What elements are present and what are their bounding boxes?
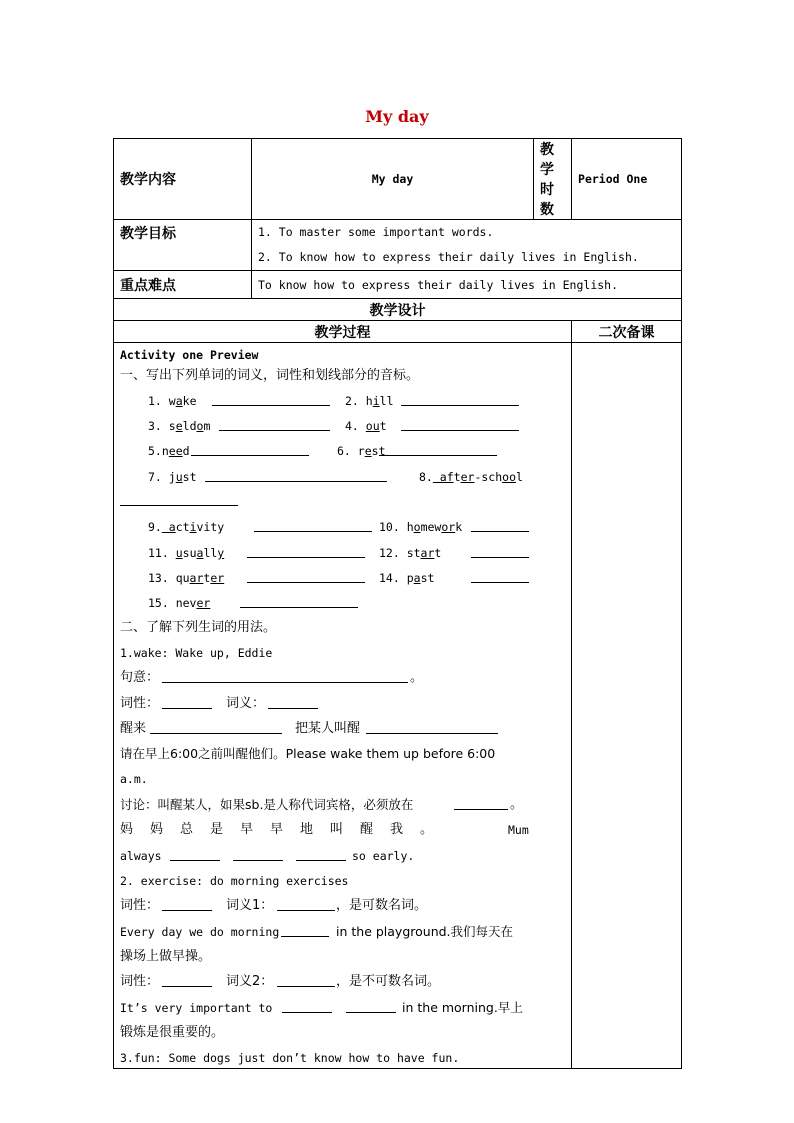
word-13: 13. quarter (148, 571, 225, 585)
word-5: 5.need (148, 444, 190, 458)
mum-sentence-cn: 妈妈总是早早地叫醒我。 (120, 822, 451, 837)
discuss-period: 。 (510, 797, 524, 812)
design-label: 教学设计 (114, 299, 682, 321)
word-8: 8. after-school (419, 470, 523, 484)
secondary-notes-cell[interactable] (572, 343, 682, 1069)
every-day-c: 操场上做早操。 (120, 949, 212, 964)
countable-note: ，是可数名词。 (336, 898, 428, 913)
process-content (114, 343, 572, 1069)
section-2-heading: 二、了解下列生词的用法。 (120, 620, 277, 635)
word-1: 1. wake (148, 394, 197, 408)
word-15: 15. never (148, 596, 211, 610)
important-b: in the morning.早上 (402, 1000, 523, 1015)
pos-blank-3[interactable] (162, 975, 212, 987)
discuss-text: 讨论：叫醒某人，如果sb.是人称代词宾格，必须放在 (120, 797, 414, 812)
mum-blank-3[interactable] (296, 849, 346, 861)
goal-1: 1. To master some important words. (258, 225, 494, 239)
word-12: 12. start (379, 546, 442, 560)
fun-title: 3.fun: Some dogs just don’t know how to have fun. (120, 1051, 460, 1065)
mum-word: Mum (508, 823, 529, 837)
answer-blank-9[interactable] (254, 520, 372, 532)
goals-cell (252, 220, 682, 271)
sentence-label: 句意： (120, 670, 160, 685)
word-10: 10. homework (379, 520, 463, 534)
important-a: It’s very important to (120, 1001, 273, 1015)
sentence-period: 。 (410, 670, 424, 685)
answer-blank-2[interactable] (401, 394, 519, 406)
answer-blank-12[interactable] (471, 546, 529, 558)
word-9: 9. activity (148, 520, 225, 534)
meaning-label-1: 词义： (226, 696, 266, 711)
wake-up-blank[interactable] (150, 722, 282, 734)
meaning1-label: 词义1： (226, 898, 274, 913)
uncountable-note: ，是不可数名词。 (336, 974, 441, 989)
meaning2-blank[interactable] (277, 975, 335, 987)
discuss-blank[interactable] (454, 798, 508, 810)
answer-blank-11[interactable] (247, 546, 365, 558)
goals-label: 教学目标 (114, 220, 252, 271)
process-label: 教学过程 (114, 321, 572, 343)
wake-up-label: 醒来 (120, 721, 147, 736)
keypoints-label: 重点难点 (114, 271, 252, 299)
exercise-title: 2. exercise: do morning exercises (120, 874, 349, 888)
wake-sb-label: 把某人叫醒 (295, 721, 361, 736)
hours-label: 教学时数 (534, 139, 572, 220)
answer-blank-10[interactable] (471, 520, 529, 532)
word-14: 14. past (379, 571, 435, 585)
meaning-blank-1[interactable] (268, 697, 318, 709)
answer-blank-5[interactable] (191, 444, 309, 456)
content-label: 教学内容 (114, 139, 252, 220)
secondary-label: 二次备课 (572, 321, 682, 343)
word-3: 3. seldom (148, 419, 211, 433)
answer-blank-3[interactable] (219, 419, 330, 431)
answer-blank-13[interactable] (247, 571, 365, 583)
answer-blank-1[interactable] (212, 394, 330, 406)
sentence-blank[interactable] (162, 671, 408, 683)
wake-example-a: 请在早上6:00之前叫醒他们。Please wake them up before 6:00 (120, 746, 496, 761)
meaning2-label: 词义2： (226, 974, 274, 989)
pos-blank-1[interactable] (162, 697, 212, 709)
mum-blank-1[interactable] (170, 849, 220, 861)
hours-value: Period One (572, 139, 682, 220)
important-c: 锻炼是很重要的。 (120, 1025, 225, 1040)
pos-label-2: 词性： (120, 898, 160, 913)
always-word: always (120, 849, 162, 863)
mum-blank-2[interactable] (233, 849, 283, 861)
content-value: My day (252, 139, 534, 220)
answer-blank-14[interactable] (471, 571, 529, 583)
pos-label-1: 词性： (120, 696, 160, 711)
answer-blank-6[interactable] (379, 444, 497, 456)
lesson-plan-table (113, 138, 682, 1069)
pos-label-3: 词性： (120, 974, 160, 989)
keypoints-value: To know how to express their daily lives in English. (252, 271, 682, 299)
every-day-blank[interactable] (281, 925, 329, 937)
page-title: My day (365, 107, 429, 126)
answer-blank-15[interactable] (240, 596, 358, 608)
pos-blank-2[interactable] (162, 899, 212, 911)
every-day-b: in the playground.我们每天在 (336, 924, 514, 939)
word-6: 6. rest (337, 444, 386, 458)
activity-heading: Activity one Preview (120, 348, 259, 362)
word-11: 11. usually (148, 546, 225, 560)
so-early: so early. (352, 849, 415, 863)
section-1-heading: 一、写出下列单词的词义，词性和划线部分的音标。 (120, 368, 420, 383)
important-blank-2[interactable] (346, 1001, 396, 1013)
answer-blank-4[interactable] (401, 419, 519, 431)
word-7: 7. just (148, 470, 197, 484)
word-2: 2. hill (345, 394, 394, 408)
wake-sb-blank[interactable] (366, 722, 498, 734)
wake-title: 1.wake: Wake up, Eddie (120, 646, 273, 660)
answer-blank-7[interactable] (205, 470, 387, 482)
important-blank-1[interactable] (282, 1001, 332, 1013)
word-4: 4. out (345, 419, 387, 433)
answer-blank-8[interactable] (120, 494, 238, 506)
every-day-a: Every day we do morning (120, 925, 280, 939)
meaning1-blank[interactable] (277, 899, 335, 911)
wake-example-b: a.m. (120, 772, 148, 786)
goal-2: 2. To know how to express their daily lives in English. (258, 250, 639, 264)
